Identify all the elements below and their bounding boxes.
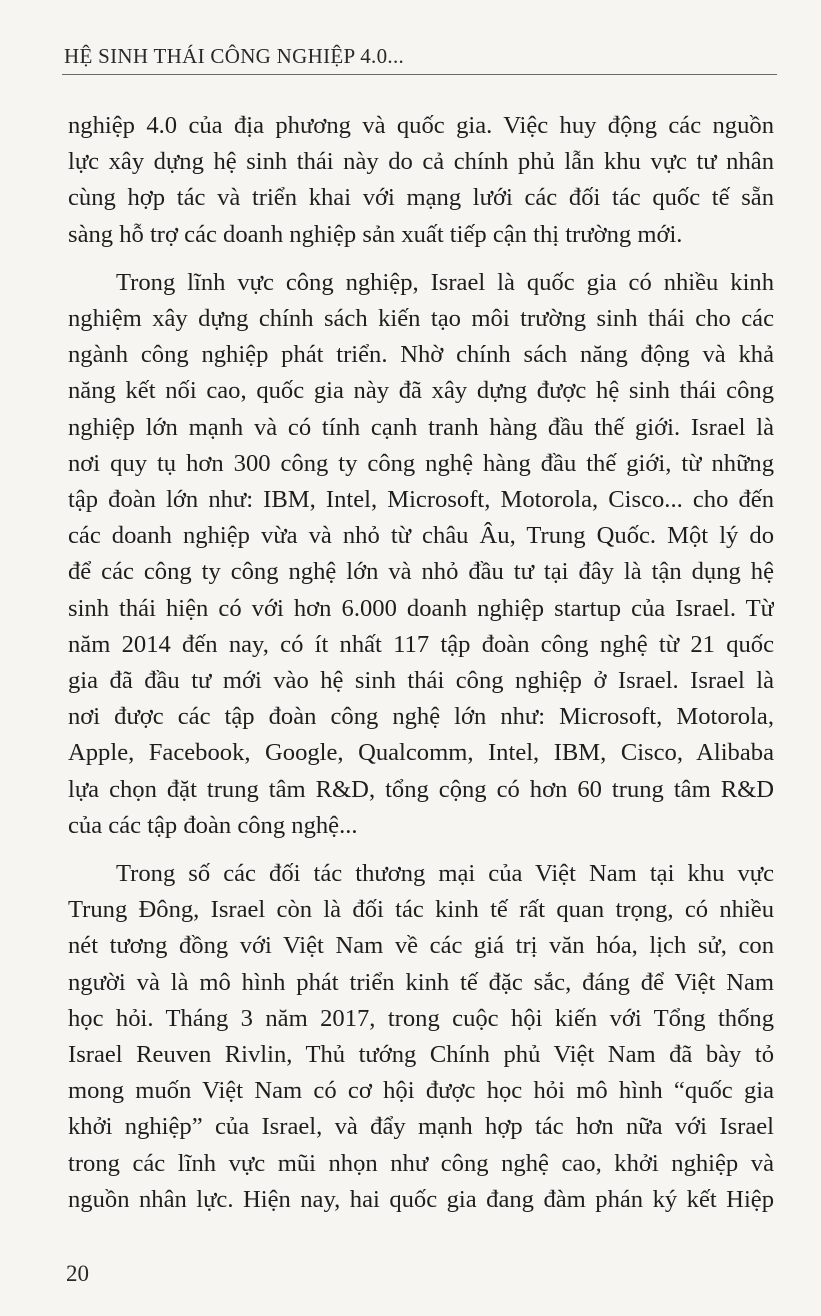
text-line: Apple, Facebook, Google, Qualcomm, Intel, IBM, Cisco, Alibaba (68, 739, 774, 767)
text-line: Trung Đông, Israel còn là đối tác kinh tế rất quan trọng, có nhiều (68, 896, 774, 924)
text-line: nét tương đồng với Việt Nam về các giá trị văn hóa, lịch sử, con (68, 932, 774, 960)
text-line: nghiệp 4.0 của địa phương và quốc gia. Việc huy động các nguồn (68, 112, 774, 139)
text-line: nguồn nhân lực. Hiện nay, hai quốc gia đang đàm phán ký kết Hiệp (68, 1185, 774, 1213)
text-line: năm 2014 đến nay, có ít nhất 117 tập đoàn công nghệ từ 21 quốc (68, 630, 774, 658)
text-line: gia đã đầu tư mới vào hệ sinh thái công nghiệp ở Israel. Israel là (68, 667, 774, 695)
paragraph-gap (68, 844, 774, 856)
text-line: lựa chọn đặt trung tâm R&D, tổng cộng có hơn 60 trung tâm R&D (68, 775, 774, 803)
paragraph-gap (68, 253, 774, 265)
text-line: để các công ty công nghệ lớn và nhỏ đầu tư tại đây là tận dụng hệ (68, 558, 774, 586)
text-line: lực xây dựng hệ sinh thái này do cả chính phủ lẫn khu vực tư nhân (68, 148, 774, 176)
page-body (68, 108, 774, 1218)
page-number: 20 (66, 1261, 89, 1286)
text-line: Israel Reuven Rivlin, Thủ tướng Chính phủ Việt Nam đã bày tỏ (68, 1041, 774, 1069)
text-line: khởi nghiệp” của Israel, và đẩy mạnh hợp tác hơn nữa với Israel (68, 1113, 774, 1141)
text-line: của các tập đoàn công nghệ... (68, 811, 358, 839)
text-line: nơi được các tập đoàn công nghệ lớn như: Microsoft, Motorola, (68, 703, 774, 731)
text-line: nghiệm xây dựng chính sách kiến tạo môi trường sinh thái cho các (68, 305, 774, 333)
paragraph-1 (68, 108, 774, 253)
text-line: sàng hỗ trợ các doanh nghiệp sản xuất tiếp cận thị trường mới. (68, 220, 683, 248)
text-line: mong muốn Việt Nam có cơ hội được học hỏi mô hình “quốc gia (68, 1077, 774, 1105)
text-line: Trong lĩnh vực công nghiệp, Israel là quốc gia có nhiều kinh (116, 268, 774, 296)
paragraph-3 (68, 856, 774, 1218)
paragraph-2 (68, 265, 774, 844)
text-line: sinh thái hiện có với hơn 6.000 doanh nghiệp startup của Israel. Từ (68, 594, 774, 622)
text-line: ngành công nghiệp phát triển. Nhờ chính sách năng động và khả (68, 341, 774, 369)
text-line: nghiệp lớn mạnh và có tính cạnh tranh hàng đầu thế giới. Israel là (68, 413, 774, 441)
text-line: cùng hợp tác và triển khai với mạng lưới các đối tác quốc tế sẵn (68, 184, 774, 212)
running-header: HỆ SINH THÁI CÔNG NGHIỆP 4.0... (64, 44, 405, 68)
text-line: năng kết nối cao, quốc gia này đã xây dựng được hệ sinh thái công (68, 377, 774, 405)
text-line: các doanh nghiệp vừa và nhỏ từ châu Âu, Trung Quốc. Một lý do (68, 522, 774, 550)
text-line: trong các lĩnh vực mũi nhọn như công nghệ cao, khởi nghiệp và (68, 1149, 774, 1177)
text-line: Trong số các đối tác thương mại của Việt Nam tại khu vực (116, 860, 774, 888)
text-line: người và là mô hình phát triển kinh tế đặc sắc, đáng để Việt Nam (68, 968, 774, 996)
text-line: học hỏi. Tháng 3 năm 2017, trong cuộc hội kiến với Tổng thống (68, 1004, 774, 1032)
text-line: tập đoàn lớn như: IBM, Intel, Microsoft, Motorola, Cisco... cho đến (68, 486, 774, 514)
header-rule (62, 74, 777, 75)
text-line: nơi quy tụ hơn 300 công ty công nghệ hàng đầu thế giới, từ những (68, 449, 774, 477)
